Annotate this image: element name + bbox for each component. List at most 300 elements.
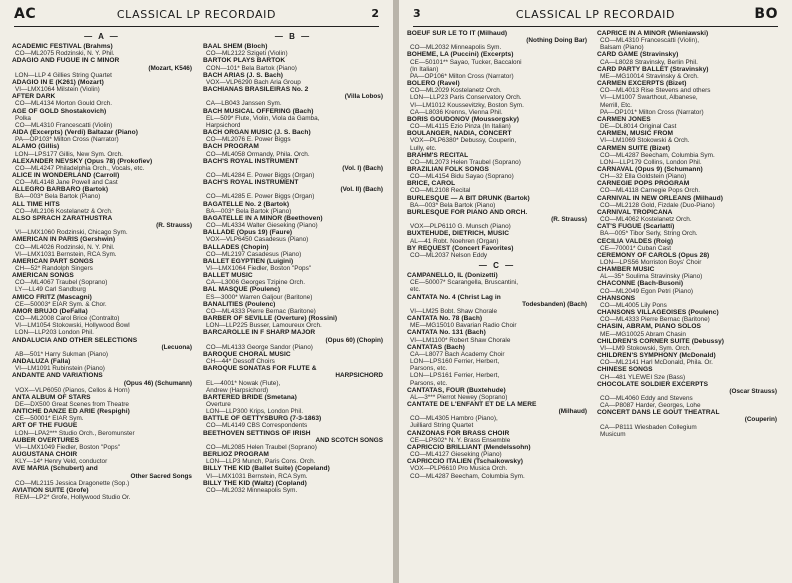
entry-title: BORIS GOUDONOV (Moussorgsky) (407, 115, 520, 123)
recording-line: CH—32 Ella Goldstein (Piano) (600, 173, 687, 181)
entry-title: BILLY THE KID (Ballet Suite) (Copeland) (203, 465, 330, 473)
recording-line: CO—ML4284 E. Power Biggs (Organ) (206, 171, 315, 179)
right-page (399, 0, 792, 583)
entry-title: BAROQUE CHORAL MUSIC (203, 350, 291, 358)
catalog-entry (203, 301, 383, 315)
catalog-entry (12, 93, 192, 107)
entry-title: BOULANGER, NADIA, CONCERT (407, 130, 512, 138)
entry-title: AVE MARIA (Schubert) and (12, 465, 98, 473)
recording-line: VOX—VLP6290 Bach Aria Group (206, 78, 301, 86)
entry-subtitle: Todesbanden) (Bach) (522, 300, 587, 308)
catalog-entry (597, 366, 777, 380)
entry-title: ANTA ALBUM OF STARS (12, 393, 91, 401)
entry-subtitle: (Vol. II) (Bach) (340, 186, 383, 194)
entry-title: AUBER OVERTURES (12, 436, 80, 444)
entry-title: BOLERO (Ravel) (407, 80, 460, 88)
recording-line: VOX—PLP6380* Debussy, Couperin, (410, 137, 517, 145)
entry-title: AMERICAN IN PARIS (Gershwin) (12, 236, 116, 244)
recording-line: VOX—VLP6450 Casadesus (Piano) (206, 236, 309, 244)
recording-line: CO—ML4134 Morton Gould Orch. (15, 100, 112, 108)
entry-title: BACH ARIAS (J. S. Bach) (203, 71, 284, 79)
entry-title: ALSO SPRACH ZARATHUSTRA (12, 214, 113, 222)
recording-line: ME—MG10025 Abram Chasin (600, 330, 686, 338)
recording-line: DE—DX500 Great Scenes from Theatre (15, 400, 129, 408)
entry-title: CAT'S FUGUE (Scarlatti) (597, 223, 675, 231)
recording-line: LON—LLP3 Munch, Paris Cons. Orch. (206, 458, 316, 466)
catalog-entry (597, 145, 777, 166)
recording-line: Musicum (600, 430, 626, 438)
entry-title: BAGATELLE IN A MINOR (Beethoven) (203, 214, 323, 222)
recording-line: LON—LPS161 Ferrier, Herbert, (410, 372, 500, 380)
recording-line: CO—ML4154 Bidu Sayao (Soprano) (410, 173, 514, 181)
catalog-entry (597, 80, 777, 116)
catalog-entry (203, 244, 383, 258)
entry-subtitle: (R. Strauss) (551, 216, 587, 224)
recording-line: CO—ML4062 Kostelanetz Orch. (600, 216, 692, 224)
section-letter-heading: — C — (478, 261, 516, 270)
recording-line: CO—ML4287 Beecham, Columbia Sym. (600, 151, 715, 159)
entry-title: BRAZILIAN FOLK SONGS (407, 165, 489, 173)
recording-line: Parsons, etc. (410, 379, 448, 387)
catalog-entry (597, 409, 777, 438)
entry-subtitle: (Mozart, K546) (148, 64, 192, 72)
catalog-entry (12, 487, 192, 501)
recording-line: LON—LLP300 Krips, London Phil. (206, 408, 303, 416)
header-title: CLASSICAL LP RECORDAID (116, 8, 277, 21)
catalog-entry (203, 430, 383, 451)
recording-line: AL—41 Robt. Noehren (Organ) (410, 237, 499, 245)
entry-title: ANDALUZA (Falla) (12, 358, 71, 366)
catalog-entry (12, 236, 192, 257)
entry-title: CHINESE SONGS (597, 366, 653, 374)
catalog-entry (203, 229, 383, 243)
catalog-entry (597, 238, 777, 252)
entry-title: BACH MUSICAL OFFERING (Bach) (203, 107, 314, 115)
recording-line: CO—ML2128 Gold, Fizdale (Duo-Piano) (600, 201, 715, 209)
catalog-entry (597, 266, 777, 280)
catalog-entry (203, 451, 383, 465)
recording-line: AB—501* Harry Sukman (Piano) (15, 350, 109, 358)
catalog-entry (407, 458, 587, 479)
entry-title: ANDALUCIA AND OTHER SELECTIONS (12, 336, 138, 344)
entry-title: BARBER OF SEVILLE (Overture) (Rossini) (203, 315, 338, 323)
recording-line: CO—ML2032 Minneapolis Sym. (206, 486, 298, 494)
entry-title: CANTATA No. 78 (Bach) (407, 315, 483, 323)
entry-title: CANTATE DE L'ENFANT ET DE LA MERE (407, 400, 537, 408)
recording-line: CO—ML2141 Harl McDonald, Phila. Or. (600, 359, 713, 367)
catalog-entry (407, 444, 587, 458)
recording-line: CE—LPS02* N. Y. Brass Ensemble (410, 436, 511, 444)
catalog-entry (407, 166, 587, 180)
entry-title: BURLESQUE FOR PIANO AND ORCH. (407, 208, 528, 216)
catalog-entry (12, 186, 192, 200)
entry-title: AGE OF GOLD Shostakovich) (12, 107, 107, 115)
entry-title: AMERICAN PART SONGS (12, 257, 94, 265)
catalog-entry (203, 329, 383, 350)
entry-subtitle: (R. Strauss) (156, 222, 192, 230)
recording-line: CH—52* Randolph Singers (15, 265, 93, 272)
entry-title: BACH ORGAN MUSIC (J. S. Bach) (203, 129, 311, 137)
entry-title: BEETHOVEN SETTINGS OF IRISH (203, 429, 311, 437)
recording-line: CA—P8087 Harder, Georges, Lohe (600, 402, 701, 410)
catalog-entry (597, 130, 777, 144)
recording-line: Merrill, Etc. (600, 101, 632, 109)
recording-line: CO—ML4013 Rise Stevens and others (600, 87, 711, 95)
recording-line: REM—LP2* Grofe, Hollywood Studio Or. (15, 494, 131, 501)
recording-line: CO—ML2106 Kostelanetz & Orch. (15, 207, 113, 215)
recording-line: Andrew (Harpsichord) (206, 386, 269, 394)
entry-title: AUGUSTANA CHOIR (12, 451, 78, 459)
entry-title: BAGATELLE No. 2 (Bartok) (203, 200, 290, 208)
catalog-entry (12, 43, 192, 57)
recording-line: (In Italian) (410, 65, 439, 73)
recording-line: VI—LMX1064 Milstein (Violin) (15, 86, 100, 94)
entry-title: CHANSONS VILLAGEOISES (Poulenc) (597, 309, 719, 317)
entry-title: CARNIVAL TROPICANA (597, 208, 673, 216)
entry-title: BERLIOZ PROGRAM (203, 451, 269, 459)
header-title: CLASSICAL LP RECORDAID (515, 8, 676, 21)
recording-line: CA—LB043 Janssen Sym. (206, 100, 282, 108)
entry-title: ALLEGRO BARBARO (Bartok) (12, 186, 109, 194)
catalog-entry (407, 430, 587, 444)
recording-line: CO—ML2122 Szigeti (Violin) (206, 50, 288, 58)
recording-line: VI—LMX1064 Fiedler, Boston "Pops" (206, 265, 312, 272)
recording-line: VI—LMX1031 Bernstein, RCA Sym. (206, 472, 308, 480)
recording-line: AL—3*** Pierrot Newey (Soprano) (410, 393, 508, 401)
catalog-entry (12, 337, 192, 358)
recording-line: CO—ML2197 Casadesus (Piano) (206, 250, 302, 258)
recording-line: LON—LLP225 Busser, Lamoureux Orch. (206, 322, 322, 330)
catalog-entry (203, 57, 383, 71)
catalog-entry (12, 108, 192, 129)
recording-line: LON—LPS56 Morriston Boys' Choir (600, 259, 702, 266)
recording-line: CO—ML4060 Eddy and Stevens (600, 394, 693, 402)
recording-line: Polka (15, 114, 31, 122)
entry-title: CARNIVAL IN NEW ORLEANS (Milhaud) (597, 194, 723, 202)
recording-line: CO—ML4005 Lily Pons (600, 301, 667, 309)
recording-line: Parsons, etc. (410, 365, 448, 373)
recording-line: CO—ML4285 E. Power Biggs (Organ) (206, 193, 315, 201)
catalog-entry (12, 143, 192, 157)
recording-line: LON—LLP179 Collins, London Phil. (600, 158, 702, 166)
recording-line: CE—50101** Sayao, Tucker, Baccaloni (410, 58, 522, 66)
catalog-entry (407, 294, 587, 315)
recording-line: CO—ML4334 Walter Gieseking (Piano) (206, 222, 318, 230)
entry-title: CANZONAS FOR BRASS CHOIR (407, 429, 510, 437)
catalog-entry (597, 295, 777, 309)
catalog-entry (597, 180, 777, 194)
entry-title: CAMPANELLO, IL (Donizetti) (407, 272, 498, 280)
catalog-entry (407, 401, 587, 430)
catalog-entry (597, 195, 777, 209)
catalog-entry (203, 108, 383, 129)
recording-line: Overture (206, 400, 231, 408)
header-index-key: BO (754, 6, 778, 22)
recording-line: EL—4001* Nowak (Flute), (206, 379, 281, 387)
recording-line: CO—ML4310 Francescatti (Violin), (600, 37, 699, 45)
recording-line: EL—509* Flute, Violin, Viola da Gamba, (206, 114, 320, 122)
recording-line: CO—ML2108 Recital (410, 187, 471, 195)
entry-title: ADAGIO IN E (K261) (Mozart) (12, 78, 104, 86)
catalog-entry (407, 152, 587, 166)
entry-title: AMERICAN SONGS (12, 272, 74, 280)
recording-line: LON—LPS177 Gillis, New Sym. Orch. (15, 150, 123, 158)
entry-title: ALEXANDER NEVSKY (Opus 78) (Prokofiev) (12, 157, 153, 165)
catalog-entry (597, 280, 777, 294)
recording-line: CO—ML4148 Jane Powell and Cast (15, 179, 118, 187)
recording-line: VI—LM1100* Robert Shaw Chorale (410, 336, 511, 344)
entry-subtitle: (Couperin) (744, 416, 777, 424)
recording-line: CA—P8111 Wiesbaden Collegium (600, 423, 697, 431)
catalog-entry (12, 201, 192, 215)
recording-line: VI—LM1007 Swarthout, Albanese, (600, 94, 698, 102)
left-page (0, 0, 393, 583)
entry-title: CANTATAS, FOUR (Buxtehude) (407, 386, 506, 394)
recording-line: etc. (410, 286, 421, 294)
catalog-entry (407, 195, 587, 209)
catalog-entry (12, 129, 192, 143)
entry-title: BANALITIES (Poulenc) (203, 300, 276, 308)
catalog-entry (12, 451, 192, 465)
entry-title: BALLET EGYPTIEN (Luigini) (203, 257, 294, 265)
catalog-entry (12, 158, 192, 172)
entry-title: ALAMO (Gillis) (12, 143, 60, 151)
recording-line: CA—L8028 Stravinsky, Berlin Phil. (600, 58, 698, 66)
section-letter-heading: — A — (84, 32, 120, 41)
catalog-entry (203, 480, 383, 494)
recording-line: BA—003* Bela Bartok (Piano) (410, 201, 496, 209)
catalog-entry (597, 30, 777, 51)
entry-subtitle: (Villa Lobos) (344, 93, 383, 101)
page-number: 2 (371, 7, 379, 20)
recording-line: CO—ML4333 Pierre Bernac (Baritone) (600, 316, 710, 324)
recording-line: LON—LLP23 Paris Conservatory Orch. (410, 94, 522, 102)
catalog-entry (407, 272, 587, 293)
entry-title: CECILIA VALDES (Roig) (597, 237, 674, 245)
catalog-entry (203, 179, 383, 200)
entry-title: BACH PROGRAM (203, 143, 259, 151)
page-header (14, 6, 379, 27)
entry-title: BAAL SHEM (Bloch) (203, 43, 268, 51)
recording-line: VI—LM1069 Stokowski & Orch. (600, 137, 690, 145)
entry-title: BRICE, CAROL (407, 180, 456, 188)
entry-title: AFTER DARK (12, 93, 56, 101)
catalog-entry (597, 309, 777, 323)
entry-title: CONCERT DANS LE GOUT THEATRAL (597, 409, 720, 417)
catalog-entry (597, 323, 777, 337)
catalog-entry (407, 329, 587, 343)
entry-title: CARMEN SUITE (Bizet) (597, 144, 671, 152)
entry-title: CARMEN JONES (597, 115, 651, 123)
recording-line: CO—ML4115 Ezio Pinza (In Italian) (410, 123, 511, 131)
recording-line: VOX—PLP6110 G. Munsch (Piano) (410, 223, 511, 231)
entry-title: CANTATAS (Bach) (407, 343, 465, 351)
catalog-entry (407, 116, 587, 130)
catalog-entry (12, 372, 192, 393)
entry-subtitle: HARPSICHORD (335, 372, 383, 380)
recording-line: ES—3000* Warren Galjour (Baritone) (206, 293, 313, 301)
recording-line: CO—ML4026 Rodzinski, N. Y. Phil. (15, 243, 115, 251)
entry-title: CARNAVAL (Opus 9) (Schumann) (597, 165, 703, 173)
catalog-entry (407, 30, 587, 51)
entry-title: CANTATA No. 4 (Christ Lag in (407, 293, 501, 301)
catalog-entry (597, 166, 777, 180)
entry-subtitle: (Opus 60) (Chopin) (325, 336, 383, 344)
recording-line: Balsam (Piano) (600, 44, 644, 52)
recording-line: CO—ML2049 Egon Petri (Piano) (600, 287, 694, 295)
catalog-entry (597, 381, 777, 410)
catalog-entry (12, 258, 192, 272)
entry-title: CEREMONY OF CAROLS (Opus 28) (597, 251, 710, 259)
recording-line: LON—LLP203 London Phil. (15, 329, 94, 337)
recording-line: CO—ML2029 Kostelanetz Orch. (410, 87, 502, 95)
entry-title: AMICO FRITZ (Mascagni) (12, 293, 92, 301)
catalog-entry (12, 422, 192, 436)
catalog-entry (203, 394, 383, 415)
catalog-entry (407, 344, 587, 387)
recording-line: BA—003* Bela Bartok (Piano) (15, 193, 101, 201)
recording-line: AL—35* Soulima Stravinsky (Piano) (600, 273, 703, 281)
catalog-entry (12, 294, 192, 308)
catalog-entry (12, 408, 192, 422)
entry-subtitle: (Oscar Strauss) (729, 387, 777, 395)
catalog-entry (12, 308, 192, 337)
recording-line: Harpsichord (206, 121, 241, 129)
recording-line: PA—OP103* Milton Cross (Narrator) (15, 136, 119, 144)
catalog-entry (203, 258, 383, 272)
section-letter-heading: — B — (274, 32, 312, 41)
catalog-entry (203, 351, 383, 365)
entry-title: CHOCOLATE SOLDIER EXCERPTS (597, 380, 709, 388)
catalog-entry (12, 272, 192, 293)
recording-line: VOX—VLP6050 (Pianos, Cellos & Horn) (15, 386, 130, 394)
recording-line: CE—50001* EIAR Sym. (15, 415, 84, 423)
entry-title: CHANSONS (597, 294, 636, 302)
entry-title: CARMEN, MUSIC FROM (597, 130, 673, 138)
recording-line: CO—ML4305 Hambro (Piano), (410, 415, 498, 423)
recording-line: CO—ML2115 Jessica Dragonette (Sop.) (15, 479, 130, 487)
entry-title: CHILDREN'S SYMPHONY (McDonald) (597, 352, 716, 360)
recording-line: CO—ML4133 George Sandor (Piano) (206, 343, 313, 351)
recording-line: VI—LM1091 Rubinstein (Piano) (15, 365, 105, 373)
entry-title: BALLADES (Chopin) (203, 243, 269, 251)
recording-line: CO—ML4127 Gieseking (Piano) (410, 451, 502, 459)
entry-title: BACH'S ROYAL INSTRUMENT (203, 179, 299, 187)
entry-title: ART OF THE FUGUE (12, 422, 78, 430)
recording-line: CH—481 YLEWEI Sze (Bass) (600, 373, 686, 381)
recording-line: ME—MG10014 Stravinsky & Orch. (600, 72, 699, 80)
recording-line: CO—ML4287 Beecham, Columbia Sym. (410, 472, 525, 480)
recording-line: DE—DL8014 Original Cast (600, 123, 677, 131)
recording-line: CO—ML4067 Traubel (Soprano) (15, 279, 108, 287)
recording-line: CO—ML2076 E. Power Biggs (206, 136, 291, 144)
catalog-entry (597, 116, 777, 130)
catalog-entry (203, 215, 383, 229)
catalog-entry (203, 465, 383, 479)
catalog-entry (203, 72, 383, 86)
entry-title: CANTATA No. 131 (Bach) (407, 329, 486, 337)
catalog-entry (203, 43, 383, 57)
recording-line: CON—101* Bela Bartok (Piano) (206, 64, 297, 72)
recording-line: CE—70001* Cuban Cast (600, 244, 672, 252)
entry-title: BARCAROLLE IN F SHARP MAJOR (203, 329, 316, 337)
entry-title: CARD PARTY BALLET (Stravinsky) (597, 65, 709, 73)
entry-title: ANDANTE AND VARIATIONS (12, 372, 103, 380)
recording-line: LON—LLP 4 Gillies String Quartet (15, 71, 112, 79)
catalog-entry (203, 415, 383, 429)
recording-line: VI—LM1012 Koussevitzky, Boston Sym. (410, 101, 524, 109)
catalog-column (12, 30, 192, 578)
entry-title: ALICE IN WONDERLAND (Carroll) (12, 171, 120, 179)
catalog-entry (12, 215, 192, 236)
catalog-entry (203, 86, 383, 107)
entry-title: CAPRICCIO BRILLIANT (Mendelssohn) (407, 443, 531, 451)
entry-title: ANTICHE DANZE ED ARIE (Respighi) (12, 408, 130, 416)
entry-title: AVIATION SUITE (Grofe) (12, 486, 89, 494)
entry-title: CARMEN EXCERPTS (Bizet) (597, 80, 687, 88)
recording-line: CO—ML2032 Minneapolis Sym. (410, 44, 502, 52)
catalog-entry (203, 315, 383, 329)
recording-line: VI—LM1054 Stokowski, Hollywood Bowl (15, 322, 130, 330)
recording-line: CO—ML4149 CBS Correspondents (206, 422, 308, 430)
recording-line: CO—ML4247 Philadelphia Orch., Vocals, etc. (15, 164, 145, 172)
entry-subtitle: (Nothing Doing Bar) (526, 37, 587, 45)
catalog-entry (203, 143, 383, 157)
recording-line: PA—OP106* Milton Cross (Narrator) (410, 72, 514, 80)
recording-line: CO—ML4058 Ormandy, Phila. Orch. (206, 150, 310, 158)
catalog-entry (12, 57, 192, 78)
catalog-entry (203, 365, 383, 394)
recording-line: CA—L8036 Krenns, Vienna Phil. (410, 108, 503, 116)
catalog-entry (12, 358, 192, 372)
recording-line: CO—ML4118 Carnegie Pops Orch. (600, 187, 701, 195)
entry-title: CHACONNE (Bach-Busoni) (597, 280, 684, 288)
entry-title: BAL MASQUE (Poulenc) (203, 286, 281, 294)
recording-line: CO—ML4310 Francescatti (Violin) (15, 121, 113, 129)
entry-title: ADAGIO AND FUGUE IN C MINOR (12, 57, 120, 65)
catalog-entry (203, 201, 383, 215)
catalog-entry (12, 79, 192, 93)
entry-title: BRAHM'S RECITAL (407, 151, 469, 159)
entry-title: BACH'S ROYAL INSTRUMENT (203, 157, 299, 165)
catalog-column (203, 30, 383, 578)
entry-title: BILLY THE KID (Waltz) (Copland) (203, 479, 307, 487)
recording-line: BA—003* Bela Bartok (Piano) (206, 207, 292, 215)
catalog-entry (597, 209, 777, 223)
catalog-entry (407, 130, 587, 151)
catalog-entry (12, 172, 192, 186)
recording-line: ME—MG15010 Bavarian Radio Choir (410, 322, 517, 330)
recording-line: VI—LMX1049 Fiedler, Boston "Pops" (15, 443, 121, 451)
entry-title: BALLET MUSIC (203, 272, 253, 280)
entry-title: BALLADE (Opus 19) (Faure) (203, 229, 293, 237)
catalog-entry (203, 272, 383, 286)
entry-title: BURLESQUE — A BIT DRUNK (Bartok) (407, 194, 530, 202)
recording-line: VOX—PLP6610 Pro Musica Orch. (410, 465, 508, 473)
catalog-entry (597, 352, 777, 366)
entry-subtitle: (Lecuona) (161, 343, 192, 351)
entry-subtitle: (Opus 46) (Schumann) (123, 379, 192, 387)
entry-subtitle: (Vol. I) (Bach) (342, 164, 383, 172)
catalog-entry (12, 394, 192, 408)
catalog-entry (597, 252, 777, 266)
recording-line: CH—44* Dessoff Choirs (206, 358, 275, 366)
entry-title: CAPRICE IN A MINOR (Wieniawski) (597, 30, 709, 37)
page-number: 3 (413, 7, 421, 20)
recording-line: Juilliard String Quartet (410, 422, 474, 430)
entry-title: BARTERED BRIDE (Smetana) (203, 393, 297, 401)
recording-line: Lully, etc. (410, 144, 437, 152)
